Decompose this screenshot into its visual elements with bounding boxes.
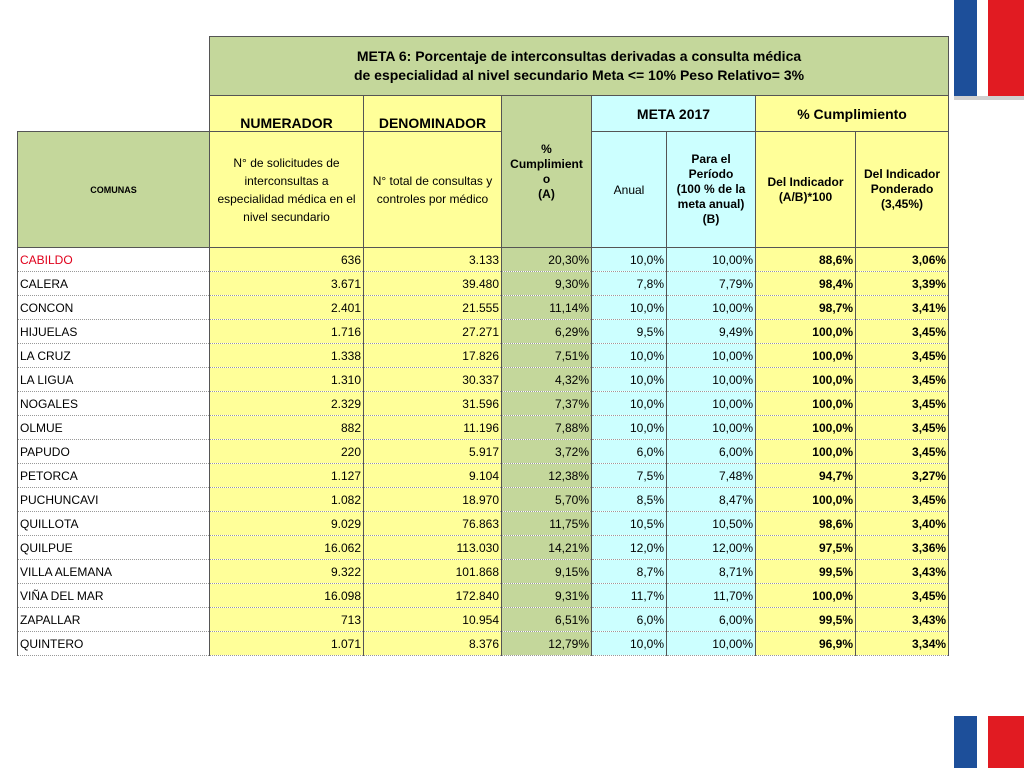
table-row	[18, 512, 949, 536]
numerador-cell: 1.082	[210, 488, 364, 512]
cumplimiento-cell: 6,51%	[502, 608, 592, 632]
indicador-cell: 100,0%	[756, 440, 856, 464]
ponderado-cell: 3,45%	[856, 416, 949, 440]
ponderado-header: Del Indicador Ponderado (3,45%)	[856, 132, 949, 248]
meta-periodo-cell: 10,00%	[667, 344, 756, 368]
indicador-cell: 100,0%	[756, 584, 856, 608]
denominador-cell: 113.030	[364, 536, 502, 560]
numerador-cell: 9.322	[210, 560, 364, 584]
indicador-cell: 98,7%	[756, 296, 856, 320]
ponderado-cell: 3,40%	[856, 512, 949, 536]
numerador-cell: 1.127	[210, 464, 364, 488]
meta-anual-cell: 9,5%	[592, 320, 667, 344]
anual-header: Anual	[592, 132, 667, 248]
del-indicador-header: Del Indicador (A/B)*100	[756, 132, 856, 248]
denominador-cell: 30.337	[364, 368, 502, 392]
numerador-cell: 16.098	[210, 584, 364, 608]
comuna-cell: NOGALES	[18, 392, 210, 416]
table-row	[18, 248, 949, 272]
denominador-cell: 39.480	[364, 272, 502, 296]
indicador-cell: 88,6%	[756, 248, 856, 272]
cumplimiento-cell: 12,38%	[502, 464, 592, 488]
meta-periodo-cell: 7,79%	[667, 272, 756, 296]
numerador-cell: 713	[210, 608, 364, 632]
comuna-cell: LA LIGUA	[18, 368, 210, 392]
denominador-cell: 27.271	[364, 320, 502, 344]
comuna-cell: LA CRUZ	[18, 344, 210, 368]
ponderado-cell: 3,43%	[856, 560, 949, 584]
meta-periodo-cell: 12,00%	[667, 536, 756, 560]
indicador-cell: 94,7%	[756, 464, 856, 488]
denominador-cell: 31.596	[364, 392, 502, 416]
meta-anual-cell: 7,5%	[592, 464, 667, 488]
table-row	[18, 392, 949, 416]
comuna-cell: CABILDO	[18, 248, 210, 272]
denominador-cell: 11.196	[364, 416, 502, 440]
table-row	[18, 272, 949, 296]
meta-anual-cell: 6,0%	[592, 608, 667, 632]
table-row	[18, 344, 949, 368]
denominador-cell: 76.863	[364, 512, 502, 536]
chile-flag-decoration-bottom	[954, 716, 1024, 768]
table-row	[18, 464, 949, 488]
cumplimiento-cell: 7,37%	[502, 392, 592, 416]
meta-anual-cell: 10,0%	[592, 632, 667, 656]
meta-periodo-cell: 10,00%	[667, 416, 756, 440]
meta-anual-cell: 8,5%	[592, 488, 667, 512]
meta-periodo-cell: 10,00%	[667, 296, 756, 320]
indicador-cell: 100,0%	[756, 392, 856, 416]
comunas-header: COMUNAS	[18, 132, 210, 248]
cumplimiento-cell: 11,75%	[502, 512, 592, 536]
table-row	[18, 488, 949, 512]
denominador-cell: 101.868	[364, 560, 502, 584]
numerador-cell: 1.338	[210, 344, 364, 368]
meta-anual-cell: 10,0%	[592, 344, 667, 368]
indicador-cell: 99,5%	[756, 560, 856, 584]
table-row	[18, 440, 949, 464]
table-row	[18, 368, 949, 392]
meta-periodo-cell: 10,50%	[667, 512, 756, 536]
ponderado-cell: 3,06%	[856, 248, 949, 272]
indicador-cell: 97,5%	[756, 536, 856, 560]
ponderado-cell: 3,45%	[856, 440, 949, 464]
table-row	[18, 416, 949, 440]
indicador-cell: 96,9%	[756, 632, 856, 656]
meta-periodo-cell: 10,00%	[667, 248, 756, 272]
meta-2017-header: META 2017	[592, 96, 756, 132]
cumplimiento-cell: 14,21%	[502, 536, 592, 560]
denominador-cell: 5.917	[364, 440, 502, 464]
indicador-cell: 100,0%	[756, 368, 856, 392]
ponderado-cell: 3,45%	[856, 392, 949, 416]
indicador-cell: 100,0%	[756, 320, 856, 344]
numerador-cell: 1.071	[210, 632, 364, 656]
denominador-cell: 17.826	[364, 344, 502, 368]
numerador-cell: 220	[210, 440, 364, 464]
indicador-cell: 100,0%	[756, 344, 856, 368]
cumplimiento-cell: 9,15%	[502, 560, 592, 584]
comuna-cell: QUILPUE	[18, 536, 210, 560]
comuna-cell: PUCHUNCAVI	[18, 488, 210, 512]
denominador-cell: 172.840	[364, 584, 502, 608]
numerador-cell: 16.062	[210, 536, 364, 560]
ponderado-cell: 3,45%	[856, 344, 949, 368]
ponderado-cell: 3,39%	[856, 272, 949, 296]
periodo-header: Para el Período (100 % de la meta anual) (B)	[667, 132, 756, 248]
comuna-cell: PAPUDO	[18, 440, 210, 464]
cumplimiento-cell: 11,14%	[502, 296, 592, 320]
ponderado-cell: 3,45%	[856, 488, 949, 512]
comuna-cell: OLMUE	[18, 416, 210, 440]
meta-periodo-cell: 6,00%	[667, 440, 756, 464]
cumplimiento-a-header: % Cumplimient o (A)	[502, 96, 592, 248]
numerador-cell: 9.029	[210, 512, 364, 536]
table-row	[18, 296, 949, 320]
cumplimiento-cell: 4,32%	[502, 368, 592, 392]
meta-periodo-cell: 7,48%	[667, 464, 756, 488]
indicador-cell: 98,4%	[756, 272, 856, 296]
cumplimiento-cell: 7,51%	[502, 344, 592, 368]
meta-periodo-cell: 8,47%	[667, 488, 756, 512]
table-row	[18, 632, 949, 656]
denominador-description: N° total de consultas y controles por médico	[364, 132, 502, 248]
meta-anual-cell: 10,5%	[592, 512, 667, 536]
denominador-cell: 9.104	[364, 464, 502, 488]
meta-periodo-cell: 10,00%	[667, 632, 756, 656]
numerador-description: N° de solicitudes de interconsultas a especialidad médica en el nivel secundario	[210, 132, 364, 248]
numerador-cell: 2.401	[210, 296, 364, 320]
numerador-cell: 3.671	[210, 272, 364, 296]
table-row	[18, 584, 949, 608]
meta-anual-cell: 12,0%	[592, 536, 667, 560]
numerador-cell: 636	[210, 248, 364, 272]
cumplimiento-cell: 7,88%	[502, 416, 592, 440]
comuna-cell: VILLA ALEMANA	[18, 560, 210, 584]
comuna-cell: CALERA	[18, 272, 210, 296]
meta-periodo-cell: 8,71%	[667, 560, 756, 584]
meta-anual-cell: 10,0%	[592, 368, 667, 392]
ponderado-cell: 3,36%	[856, 536, 949, 560]
numerador-cell: 882	[210, 416, 364, 440]
meta-anual-cell: 10,0%	[592, 248, 667, 272]
table-row	[18, 560, 949, 584]
numerador-cell: 2.329	[210, 392, 364, 416]
cumplimiento-cell: 3,72%	[502, 440, 592, 464]
indicador-cell: 99,5%	[756, 608, 856, 632]
table-row	[18, 320, 949, 344]
numerador-cell: 1.310	[210, 368, 364, 392]
pct-cumplimiento-header: % Cumplimiento	[756, 96, 949, 132]
cumplimiento-cell: 9,31%	[502, 584, 592, 608]
numerador-cell: 1.716	[210, 320, 364, 344]
ponderado-cell: 3,41%	[856, 296, 949, 320]
numerador-header: NUMERADOR	[210, 96, 364, 132]
comuna-cell: HIJUELAS	[18, 320, 210, 344]
meta-anual-cell: 10,0%	[592, 416, 667, 440]
cumplimiento-cell: 6,29%	[502, 320, 592, 344]
comuna-cell: CONCON	[18, 296, 210, 320]
meta-periodo-cell: 10,00%	[667, 392, 756, 416]
meta-periodo-cell: 11,70%	[667, 584, 756, 608]
ponderado-cell: 3,45%	[856, 320, 949, 344]
chile-flag-decoration-top	[954, 0, 1024, 96]
indicador-cell: 100,0%	[756, 416, 856, 440]
meta-anual-cell: 10,0%	[592, 392, 667, 416]
ponderado-cell: 3,34%	[856, 632, 949, 656]
meta6-table	[17, 36, 949, 656]
meta-periodo-cell: 9,49%	[667, 320, 756, 344]
comuna-cell: VIÑA DEL MAR	[18, 584, 210, 608]
comuna-cell: QUILLOTA	[18, 512, 210, 536]
denominador-cell: 18.970	[364, 488, 502, 512]
denominador-cell: 8.376	[364, 632, 502, 656]
indicador-cell: 100,0%	[756, 488, 856, 512]
comuna-cell: QUINTERO	[18, 632, 210, 656]
ponderado-cell: 3,45%	[856, 584, 949, 608]
denominador-cell: 10.954	[364, 608, 502, 632]
meta-periodo-cell: 10,00%	[667, 368, 756, 392]
meta-anual-cell: 10,0%	[592, 296, 667, 320]
cumplimiento-cell: 12,79%	[502, 632, 592, 656]
cumplimiento-cell: 5,70%	[502, 488, 592, 512]
table-row	[18, 608, 949, 632]
denominador-header: DENOMINADOR	[364, 96, 502, 132]
meta-anual-cell: 11,7%	[592, 584, 667, 608]
table-title: META 6: Porcentaje de interconsultas derivadas a consulta médica de especialidad al nivel secundario Meta <= 10% Peso Relativo= 3%	[210, 37, 949, 96]
meta-anual-cell: 8,7%	[592, 560, 667, 584]
meta-anual-cell: 6,0%	[592, 440, 667, 464]
meta-anual-cell: 7,8%	[592, 272, 667, 296]
denominador-cell: 21.555	[364, 296, 502, 320]
denominador-cell: 3.133	[364, 248, 502, 272]
ponderado-cell: 3,27%	[856, 464, 949, 488]
ponderado-cell: 3,43%	[856, 608, 949, 632]
table-row	[18, 536, 949, 560]
meta-periodo-cell: 6,00%	[667, 608, 756, 632]
cumplimiento-cell: 9,30%	[502, 272, 592, 296]
indicador-cell: 98,6%	[756, 512, 856, 536]
ponderado-cell: 3,45%	[856, 368, 949, 392]
comuna-cell: PETORCA	[18, 464, 210, 488]
comuna-cell: ZAPALLAR	[18, 608, 210, 632]
cumplimiento-cell: 20,30%	[502, 248, 592, 272]
